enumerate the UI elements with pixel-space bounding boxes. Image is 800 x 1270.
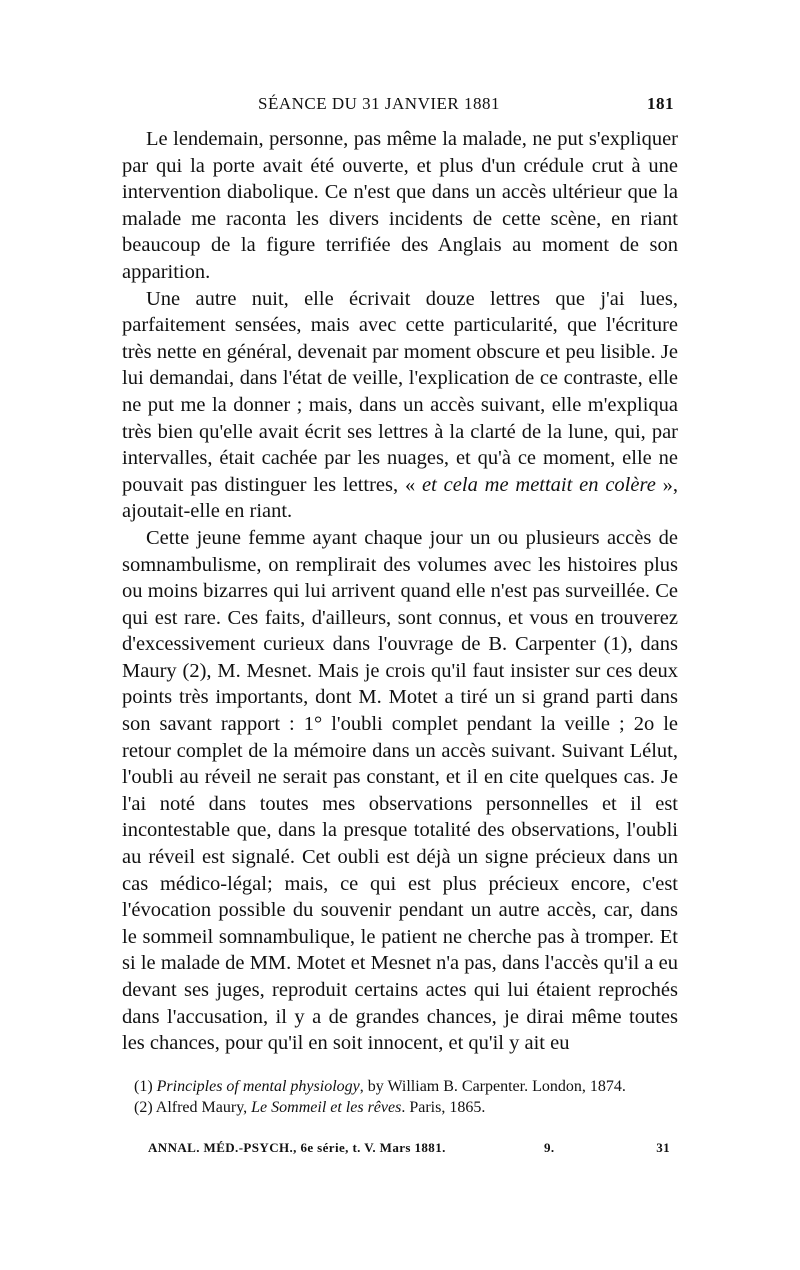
text-run: Une autre nuit, elle écrivait douze lettres que j'ai lues, parfaitement sensées, mais avec cette particularité, que l'écriture très nette en général, devenait par moment obscure et peu lisible. Je lui demandai, dans l'état de veille, l'explication de ce contraste, elle ne put me la donner ; mais, dans un accès suivant, elle m'expliqua très bien qu'elle avait écrit ses lettres à la clarté de la lune, qui, par intervalles, était cachée par les nuages, et qu'à ce moment, elle ne pouvait pas distinguer les lettres, « [122, 287, 678, 496]
footnote-2: (2) Alfred Maury, Le Sommeil et les rêves. Paris, 1865. [134, 1099, 486, 1116]
running-header [258, 94, 674, 118]
journal-reference: ANNAL. MÉD.-PSYCH., 6e série, t. V. Mars 1881. [148, 1140, 446, 1155]
footnotes [122, 1076, 678, 1118]
text-run: Cette jeune femme ayant chaque jour un ou plusieurs accès de somnambulisme, on remplirait des volumes avec les histoires plus ou moins bizarres qui lui arrivent quand elle n'est pas surveillée. Ce qui est rare. Ces faits, d'ailleurs, sont connus, et vous en trouverez d'excessivement curieux dans l'ouvrage de B. Carpenter (1), dans Maury (2), M. Mesnet. Mais je crois qu'il faut insister sur ces deux points très importants, dont M. Motet a tiré un si grand parti dans son savant rapport : 1° l'oubli complet pendant la veille ; 2o le retour complet de la mémoire dans un accès suivant. Suivant Lélut, l'oubli au réveil ne serait pas constant, et il en cite quelques cas. Je l'ai noté dans toutes mes observations personnelles et il est incontestable que, dans la presque totalité des observations, l'oubli au réveil est signalé. Cet oubli est déjà un signe précieux dans un cas médico-légal; mais, ce qui est plus précieux encore, c'est l'évocation possible du souvenir pendant un autre accès, car, dans le sommeil somnambulique, le patient ne cherche pas à tromper. Et si le malade de MM. Motet et Mesnet n'a pas, dans l'accès qu'il a eu devant ses juges, reproduit certains actes qui lui étaient reprochés dans l'accusation, il y a de grandes chances, je dirai même toutes les chances, pour qu'il en soit innocent, et qu'il y ait eu [122, 526, 678, 1055]
page-number: 181 [647, 94, 674, 113]
italic-quote: et cela me mettait en colère [422, 473, 656, 496]
signature-number: 31 [656, 1140, 670, 1155]
text-run: Le lendemain, personne, pas même la malade, ne put s'expliquer par qui la porte avait été ouverte, et plus d'un crédule crut à une intervention diabolique. Ce n'est que dans un accès ultérieur que la malade me raconta les divers incidents de cette scène, en riant beaucoup de la figure terrifiée des Anglais au moment de son apparition. [122, 128, 678, 283]
paragraph [122, 126, 678, 286]
paragraph [122, 286, 678, 525]
running-title: SÉANCE DU 31 JANVIER 1881 [258, 94, 500, 113]
book-title: Le Sommeil et les rêves [251, 1099, 402, 1116]
body-text [122, 126, 678, 1057]
book-title: Principles of mental physiology [156, 1078, 360, 1095]
footnote-1: (1) Principles of mental physiology, by William B. Carpenter. London, 1874. [134, 1078, 626, 1095]
paragraph [122, 525, 678, 1057]
text-run: », ajoutait-elle en riant. [122, 473, 679, 523]
sheet-number: 9. [544, 1140, 555, 1155]
